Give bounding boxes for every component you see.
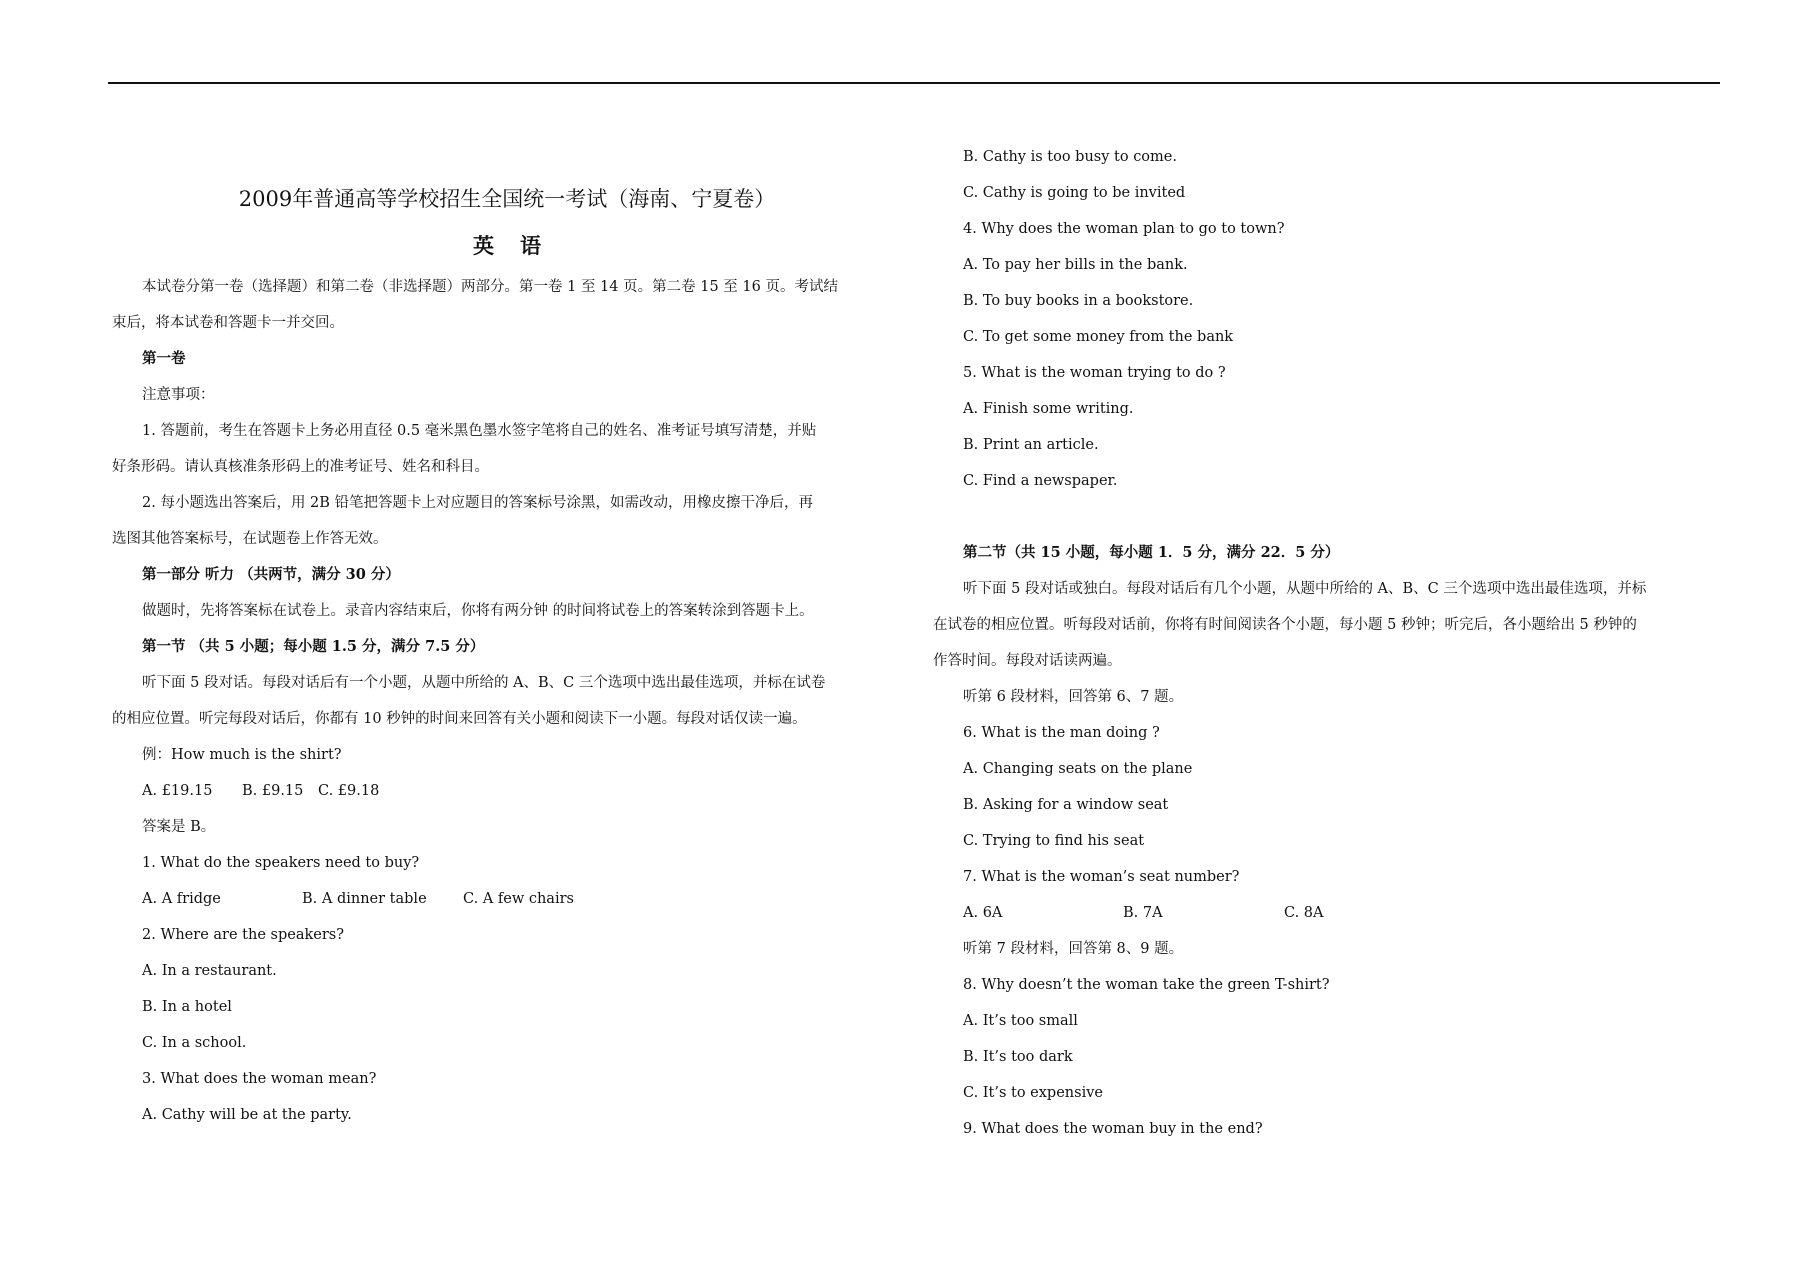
question-option: A. Cathy will be at the party.	[142, 1107, 352, 1123]
question-option: A. It’s too small	[963, 1013, 1078, 1029]
question-option: A. To pay her bills in the bank.	[963, 257, 1188, 273]
notice-item: 1. 答题前，考生在答题卡上务必用直径 0.5 毫米黑色墨水签字笔将自己的姓名、准考证号填写清楚，并贴	[142, 423, 817, 439]
question-option: B. In a hotel	[142, 999, 232, 1015]
notice-item: 好条形码。请认真核准条形码上的准考证号、姓名和科目。	[112, 459, 489, 475]
question-option: B. Asking for a window seat	[963, 797, 1169, 813]
section-instruction: 的相应位置。听完每段对话后，你都有 10 秒钟的时间来回答有关小题和阅读下一小题。每段对话仅读一遍。	[112, 711, 807, 727]
question: 7. What is the woman’s seat number?	[963, 869, 1240, 885]
header-rule	[108, 82, 1720, 84]
section-instruction: 作答时间。每段对话读两遍。	[933, 653, 1122, 669]
question-option: A. In a restaurant.	[142, 963, 277, 979]
example-option: B. £9.15	[242, 783, 304, 799]
question-option: A. A fridge	[142, 891, 221, 907]
section-heading: 第二节（共 15 小题，每小题 1．5 分，满分 22．5 分）	[963, 544, 1340, 561]
example-answer: 答案是 B。	[142, 819, 216, 835]
question: 8. Why doesn’t the woman take the green T-shirt?	[963, 977, 1330, 993]
question: 6. What is the man doing ?	[963, 725, 1160, 741]
part-heading: 第一部分 听力 （共两节，满分 30 分）	[142, 566, 400, 583]
notice-item: 选图其他答案标号，在试题卷上作答无效。	[112, 531, 388, 547]
exam-subject: 英语	[473, 233, 567, 258]
question-option: C. A few chairs	[463, 891, 574, 907]
section-instruction: 在试卷的相应位置。听每段对话前，你将有时间阅读各个小题，每小题 5 秒钟；听完后，各小题给出 5 秒钟的	[933, 617, 1637, 633]
question-option: B. 7A	[1123, 905, 1163, 921]
part-instruction: 做题时，先将答案标在试卷上。录音内容结束后，你将有两分钟 的时间将试卷上的答案转涂到答题卡上。	[142, 603, 814, 619]
question-option: C. 8A	[1284, 905, 1324, 921]
example-option: A. £19.15	[142, 783, 213, 799]
question-option: C. In a school.	[142, 1035, 247, 1051]
question-option: B. It’s too dark	[963, 1049, 1073, 1065]
exam-title: 2009年普通高等学校招生全国统一考试（海南、宁夏卷）	[238, 187, 776, 211]
question: 5. What is the woman trying to do ?	[963, 365, 1226, 381]
material-heading: 听第 6 段材料，回答第 6、7 题。	[963, 689, 1184, 705]
question-option: C. Trying to find his seat	[963, 833, 1145, 849]
material-heading: 听第 7 段材料，回答第 8、9 题。	[963, 941, 1184, 957]
question-option: B. To buy books in a bookstore.	[963, 293, 1194, 309]
question-option: B. Cathy is too busy to come.	[963, 149, 1177, 165]
notice-item: 2. 每小题选出答案后，用 2B 铅笔把答题卡上对应题目的答案标号涂黑，如需改动，用橡皮擦干净后，再	[142, 495, 814, 511]
section-instruction: 听下面 5 段对话。每段对话后有一个小题，从题中所给的 A、B、C 三个选项中选出最佳选项，并标在试卷	[142, 675, 826, 691]
question: 4. Why does the woman plan to go to town?	[963, 221, 1285, 237]
question: 1. What do the speakers need to buy?	[142, 855, 420, 871]
example-option: C. £9.18	[318, 783, 380, 799]
question: 3. What does the woman mean?	[142, 1071, 377, 1087]
question-option: B. Print an article.	[963, 437, 1099, 453]
intro-text: 束后，将本试卷和答题卡一并交回。	[112, 315, 344, 331]
section-instruction: 听下面 5 段对话或独白。每段对话后有几个小题，从题中所给的 A、B、C 三个选项中选出最佳选项，并标	[963, 581, 1647, 597]
question-option: C. Cathy is going to be invited	[963, 185, 1186, 201]
notice-heading: 注意事项：	[142, 387, 215, 403]
question-option: C. It’s to expensive	[963, 1085, 1103, 1101]
question-option: A. 6A	[963, 905, 1003, 921]
intro-text: 本试卷分第一卷（选择题）和第二卷（非选择题）两部分。第一卷 1 至 14 页。第二卷 15 至 16 页。考试结	[142, 279, 838, 295]
question-option: B. A dinner table	[302, 891, 427, 907]
question: 9. What does the woman buy in the end?	[963, 1121, 1263, 1137]
question-option: C. Find a newspaper.	[963, 473, 1118, 489]
section-heading: 第一节 （共 5 小题；每小题 1.5 分，满分 7.5 分）	[142, 638, 485, 655]
example-question: 例：How much is the shirt?	[142, 747, 342, 763]
volume-heading: 第一卷	[142, 350, 186, 367]
question-option: A. Changing seats on the plane	[963, 761, 1193, 777]
question: 2. Where are the speakers?	[142, 927, 344, 943]
question-option: A. Finish some writing.	[963, 401, 1134, 417]
question-option: C. To get some money from the bank	[963, 329, 1234, 345]
